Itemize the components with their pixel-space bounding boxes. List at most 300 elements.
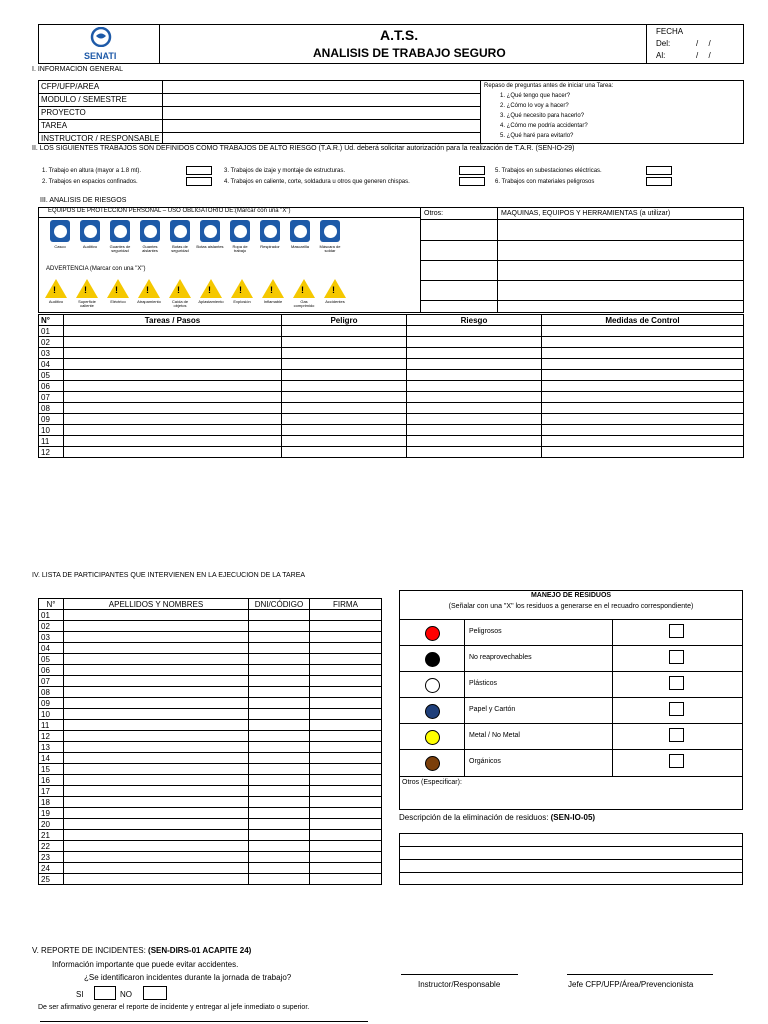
cell-firma[interactable]: [310, 841, 382, 852]
table-row: [39, 874, 382, 885]
row-number: 01: [39, 610, 64, 621]
row-number: 04: [39, 643, 64, 654]
cell-dni[interactable]: [249, 841, 310, 852]
cell-peligro[interactable]: [282, 392, 407, 403]
field-label-0: CFP/UFP/AREA: [41, 82, 100, 91]
cell-dni[interactable]: [249, 632, 310, 643]
table-row: [39, 764, 382, 775]
row-number: 23: [39, 852, 64, 863]
table-row: [39, 381, 744, 392]
table-row: [39, 731, 382, 742]
table-row: [39, 786, 382, 797]
row-number: 08: [39, 403, 64, 414]
cell-firma[interactable]: [310, 654, 382, 665]
cell-riesgo[interactable]: [407, 392, 542, 403]
cell-name[interactable]: [64, 687, 249, 698]
cell-firma[interactable]: [310, 753, 382, 764]
row-number: 08: [39, 687, 64, 698]
row-number: 19: [39, 808, 64, 819]
field-value-2[interactable]: [163, 107, 479, 118]
table-row: [39, 775, 382, 786]
cell-name[interactable]: [64, 731, 249, 742]
cell-peligro[interactable]: [282, 425, 407, 436]
cell-tarea[interactable]: [64, 425, 282, 436]
table-row: [39, 326, 744, 337]
warning-icon[interactable]: !: [259, 276, 287, 298]
cell-dni[interactable]: [249, 808, 310, 819]
cell-medidas[interactable]: [542, 392, 744, 403]
tar-check-5[interactable]: [646, 166, 672, 175]
cell-peligro[interactable]: [282, 337, 407, 348]
table-row: [39, 436, 744, 447]
cell-name[interactable]: [64, 621, 249, 632]
warning-icon[interactable]: !: [290, 276, 318, 298]
p-col-dni: DNI/CÓDIGO: [249, 599, 310, 610]
cell-name[interactable]: [64, 764, 249, 775]
row-number: 06: [39, 381, 64, 392]
cell-firma[interactable]: [310, 775, 382, 786]
cell-riesgo[interactable]: [407, 425, 542, 436]
row-number: 25: [39, 874, 64, 885]
cell-dni[interactable]: [249, 665, 310, 676]
cell-name[interactable]: [64, 852, 249, 863]
cell-dni[interactable]: [249, 676, 310, 687]
cell-medidas[interactable]: [542, 403, 744, 414]
otros-label: Otros:: [424, 210, 444, 217]
cell-name[interactable]: [64, 874, 249, 885]
cell-tarea[interactable]: [64, 447, 282, 458]
cell-firma[interactable]: [310, 720, 382, 731]
warning-icon[interactable]: !: [104, 276, 132, 298]
cell-name[interactable]: [64, 654, 249, 665]
cell-medidas[interactable]: [542, 370, 744, 381]
cell-dni[interactable]: [249, 610, 310, 621]
cell-name[interactable]: [64, 786, 249, 797]
cell-name[interactable]: [64, 632, 249, 643]
incident-line3: De ser afirmativo generar el reporte de incidente y entregar al jefe inmediato o superior.: [38, 1004, 310, 1011]
section4-title: IV. LISTA DE PARTICIPANTES QUE INTERVIENEN EN LA EJECUCION DE LA TAREA: [32, 572, 306, 579]
row-number: 04: [39, 359, 64, 370]
epp-icon[interactable]: [320, 220, 340, 242]
no-label: NO: [120, 990, 132, 999]
table-row: [39, 808, 382, 819]
cell-dni[interactable]: [249, 819, 310, 830]
cell-peligro[interactable]: [282, 447, 407, 458]
page-subtitle: ANALISIS DE TRABAJO SEGURO: [313, 46, 506, 60]
row-number: 14: [39, 753, 64, 764]
waste-color-dot: [425, 730, 440, 745]
review-question: 3. ¿Qué necesito para hacerlo?: [500, 113, 585, 119]
waste-color-dot: [425, 678, 440, 693]
field-label-4: INSTRUCTOR / RESPONSABLE: [41, 134, 160, 143]
waste-checkbox[interactable]: [669, 624, 684, 638]
warning-label: Caída de objetos: [171, 299, 189, 308]
table-row: [39, 852, 382, 863]
del-label: Del:: [656, 39, 671, 48]
tar-check-2[interactable]: [186, 177, 212, 186]
cell-dni[interactable]: [249, 753, 310, 764]
cell-riesgo[interactable]: [407, 436, 542, 447]
cell-dni[interactable]: [249, 852, 310, 863]
section5-title: V. REPORTE DE INCIDENTES: (SEN-DIRS-01 ACAPITE 24): [32, 946, 252, 955]
row-number: 02: [39, 337, 64, 348]
cell-name[interactable]: [64, 808, 249, 819]
cell-firma[interactable]: [310, 819, 382, 830]
cell-name[interactable]: [64, 709, 249, 720]
si-label: SI: [76, 990, 84, 999]
cell-dni[interactable]: [249, 742, 310, 753]
cell-dni[interactable]: [249, 830, 310, 841]
field-label-2: PROYECTO: [41, 108, 86, 117]
epp-icon[interactable]: [260, 220, 280, 242]
row-number: 01: [39, 326, 64, 337]
cell-firma[interactable]: [310, 621, 382, 632]
machines-label: MAQUINAS, EQUIPOS Y HERRAMIENTAS (a utilizar): [501, 210, 671, 217]
epp-icon[interactable]: [110, 220, 130, 242]
cell-tarea[interactable]: [64, 359, 282, 370]
cell-tarea[interactable]: [64, 326, 282, 337]
row-number: 17: [39, 786, 64, 797]
cell-dni[interactable]: [249, 786, 310, 797]
table-row: [39, 819, 382, 830]
sig-instructor: Instructor/Responsable: [418, 980, 501, 989]
cell-dni[interactable]: [249, 863, 310, 874]
al-label: Al:: [656, 51, 666, 60]
epp-title: EQUIPOS DE PROTECCION PERSONAL – USO OBLIGATORIO DE:(Marcar con una "X"): [48, 208, 291, 214]
epp-label: Ropa de trabajo: [232, 244, 248, 253]
row-number: 05: [39, 654, 64, 665]
tar-check-3[interactable]: [459, 166, 485, 175]
cell-firma[interactable]: [310, 742, 382, 753]
waste-label: Plásticos: [469, 680, 498, 687]
table-row: [39, 676, 382, 687]
cell-firma[interactable]: [310, 698, 382, 709]
cell-dni[interactable]: [249, 775, 310, 786]
warning-label: Inflamable: [263, 299, 283, 304]
no-checkbox[interactable]: [143, 986, 167, 1000]
table-row: [39, 425, 744, 436]
waste-label: Metal / No Metal: [469, 732, 520, 739]
warning-label: Gas comprimido: [293, 299, 315, 308]
epp-icon[interactable]: [80, 220, 100, 242]
field-value-4[interactable]: [163, 133, 479, 144]
cell-dni[interactable]: [249, 720, 310, 731]
cell-medidas[interactable]: [542, 359, 744, 370]
row-number: 12: [39, 731, 64, 742]
table-row: [39, 863, 382, 874]
epp-label: Respirador: [260, 244, 280, 249]
waste-checkbox[interactable]: [669, 754, 684, 768]
tar-check-1[interactable]: [186, 166, 212, 175]
waste-checkbox[interactable]: [669, 650, 684, 664]
incident-line2: ¿Se identificaron incidentes durante la jornada de trabajo?: [84, 973, 292, 982]
row-number: 11: [39, 720, 64, 731]
warning-icon[interactable]: !: [197, 276, 225, 298]
si-checkbox[interactable]: [94, 986, 116, 1000]
row-number: 10: [39, 709, 64, 720]
cell-riesgo[interactable]: [407, 348, 542, 359]
cell-medidas[interactable]: [542, 381, 744, 392]
cell-medidas[interactable]: [542, 436, 744, 447]
cell-firma[interactable]: [310, 632, 382, 643]
cell-medidas[interactable]: [542, 447, 744, 458]
waste-label: Orgánicos: [469, 758, 501, 765]
row-number: 18: [39, 797, 64, 808]
row-number: 11: [39, 436, 64, 447]
epp-label: Botas de seguridad: [171, 244, 189, 253]
epp-label: Guantes de seguridad: [109, 244, 131, 253]
p-col-names: APELLIDOS Y NOMBRES: [64, 599, 249, 610]
p-col-firma: FIRMA: [310, 599, 382, 610]
waste-label: No reaprovechables: [469, 654, 532, 661]
org-name: SENATI: [84, 51, 117, 61]
cell-tarea[interactable]: [64, 381, 282, 392]
review-question: 4. ¿Cómo me podría accidentar?: [500, 123, 588, 129]
table-row: [39, 337, 744, 348]
cell-peligro[interactable]: [282, 370, 407, 381]
cell-dni[interactable]: [249, 709, 310, 720]
cell-peligro[interactable]: [282, 381, 407, 392]
senati-logo: [90, 27, 112, 47]
waste-subtitle: (Señalar con una "X" los residuos a generarse en el recuadro correspondiente): [448, 603, 694, 610]
page-title: A.T.S.: [380, 27, 419, 43]
row-number: 16: [39, 775, 64, 786]
col-riesgo: Riesgo: [407, 315, 542, 326]
warning-icon[interactable]: !: [73, 276, 101, 298]
cell-medidas[interactable]: [542, 348, 744, 359]
cell-firma[interactable]: [310, 874, 382, 885]
epp-label: Casco: [54, 244, 66, 249]
cell-name[interactable]: [64, 665, 249, 676]
cell-tarea[interactable]: [64, 392, 282, 403]
epp-icon[interactable]: [50, 220, 70, 242]
section2-title: II. LOS SIGUIENTES TRABAJOS SON DEFINIDOS COMO TRABAJOS DE ALTO RIESGO (T.A.R.) Ud. deberá solicitar autorización para la realización de T.A.R. (SEN-IO-29): [32, 145, 575, 152]
cell-peligro[interactable]: [282, 359, 407, 370]
cell-riesgo[interactable]: [407, 326, 542, 337]
cell-peligro[interactable]: [282, 348, 407, 359]
tar-check-6[interactable]: [646, 177, 672, 186]
cell-firma[interactable]: [310, 863, 382, 874]
field-value-3[interactable]: [163, 120, 479, 131]
field-label-1: MODULO / SEMESTRE: [41, 95, 127, 104]
cell-medidas[interactable]: [542, 337, 744, 348]
cell-name[interactable]: [64, 720, 249, 731]
col-medidas: Medidas de Control: [542, 315, 744, 326]
warning-label: Aplastamiento: [198, 299, 224, 304]
cell-firma[interactable]: [310, 665, 382, 676]
cell-firma[interactable]: [310, 797, 382, 808]
cell-dni[interactable]: [249, 687, 310, 698]
tar-item-6: 6. Trabajos con materiales peligrosos: [495, 179, 595, 185]
tar-item-4: 4. Trabajos en caliente, corte, soldadura u otros que generen chispas.: [224, 179, 410, 185]
table-row: [39, 753, 382, 764]
warning-label: Accidentes: [325, 299, 345, 304]
table-row: [39, 709, 382, 720]
cell-firma[interactable]: [310, 830, 382, 841]
incident-line1: Información importante que puede evitar accidentes.: [52, 960, 239, 969]
cell-name[interactable]: [64, 643, 249, 654]
warning-icon[interactable]: !: [166, 276, 194, 298]
col-no: N°: [39, 315, 64, 326]
cell-dni[interactable]: [249, 643, 310, 654]
al-date[interactable]: / /: [696, 51, 715, 60]
warning-icon[interactable]: !: [135, 276, 163, 298]
review-question: 1. ¿Qué tengo que hacer?: [500, 93, 571, 99]
cell-name[interactable]: [64, 676, 249, 687]
cell-riesgo[interactable]: [407, 337, 542, 348]
table-row: [39, 348, 744, 359]
epp-icon[interactable]: [230, 220, 250, 242]
row-number: 20: [39, 819, 64, 830]
waste-color-dot: [425, 626, 440, 641]
cell-name[interactable]: [64, 830, 249, 841]
cell-dni[interactable]: [249, 874, 310, 885]
cell-firma[interactable]: [310, 687, 382, 698]
cell-peligro[interactable]: [282, 436, 407, 447]
cell-firma[interactable]: [310, 709, 382, 720]
tar-item-3: 3. Trabajos de izaje y montaje de estructuras.: [224, 168, 346, 174]
table-row: [39, 403, 744, 414]
cell-firma[interactable]: [310, 808, 382, 819]
waste-otros: Otros (Especificar):: [402, 779, 462, 786]
cell-dni[interactable]: [249, 621, 310, 632]
cell-tarea[interactable]: [64, 414, 282, 425]
epp-icon[interactable]: [290, 220, 310, 242]
cell-riesgo[interactable]: [407, 370, 542, 381]
cell-riesgo[interactable]: [407, 381, 542, 392]
cell-medidas[interactable]: [542, 326, 744, 337]
cell-firma[interactable]: [310, 610, 382, 621]
cell-riesgo[interactable]: [407, 447, 542, 458]
cell-dni[interactable]: [249, 764, 310, 775]
waste-color-dot: [425, 652, 440, 667]
cell-tarea[interactable]: [64, 436, 282, 447]
review-question: 5. ¿Qué haré para evitarlo?: [500, 133, 574, 139]
warning-icon[interactable]: !: [321, 276, 349, 298]
table-row: [39, 720, 382, 731]
waste-checkbox[interactable]: [669, 728, 684, 742]
table-row: [39, 797, 382, 808]
cell-name[interactable]: [64, 819, 249, 830]
field-value-1[interactable]: [163, 94, 479, 105]
section1-title: I. INFORMACION GENERAL: [32, 66, 124, 73]
cell-tarea[interactable]: [64, 403, 282, 414]
warning-icon[interactable]: !: [228, 276, 256, 298]
warning-label: Atrapamiento: [137, 299, 161, 304]
p-col-no: N°: [39, 599, 64, 610]
cell-tarea[interactable]: [64, 370, 282, 381]
row-number: 03: [39, 348, 64, 359]
row-number: 15: [39, 764, 64, 775]
table-row: [39, 830, 382, 841]
cell-name[interactable]: [64, 863, 249, 874]
cell-tarea[interactable]: [64, 348, 282, 359]
sig-jefe: Jefe CFP/UFP/Área/Prevencionista: [568, 980, 694, 989]
row-number: 09: [39, 414, 64, 425]
warning-icon[interactable]: !: [42, 276, 70, 298]
cell-medidas[interactable]: [542, 425, 744, 436]
cell-peligro[interactable]: [282, 414, 407, 425]
col-peligro: Peligro: [282, 315, 407, 326]
section3-title: III. ANALISIS DE RIESGOS: [40, 197, 127, 204]
participants-table: [38, 598, 382, 885]
epp-label: Auditivo: [82, 244, 98, 249]
row-number: 05: [39, 370, 64, 381]
tar-check-4[interactable]: [459, 177, 485, 186]
epp-icon[interactable]: [170, 220, 190, 242]
waste-desc: Descripción de la eliminación de residuos: (SEN-IO-05): [399, 813, 596, 822]
waste-box: [399, 590, 743, 810]
table-row: [39, 621, 382, 632]
waste-checkbox[interactable]: [669, 702, 684, 716]
cell-medidas[interactable]: [542, 414, 744, 425]
tar-item-1: 1. Trabajo en altura (mayor a 1.8 mt).: [42, 168, 142, 174]
row-number: 09: [39, 698, 64, 709]
cell-firma[interactable]: [310, 731, 382, 742]
cell-firma[interactable]: [310, 643, 382, 654]
cell-dni[interactable]: [249, 797, 310, 808]
cell-firma[interactable]: [310, 786, 382, 797]
table-row: [39, 414, 744, 425]
table-row: [39, 370, 744, 381]
cell-peligro[interactable]: [282, 326, 407, 337]
cell-riesgo[interactable]: [407, 403, 542, 414]
cell-name[interactable]: [64, 797, 249, 808]
cell-name[interactable]: [64, 610, 249, 621]
warn-title: ADVERTENCIA (Marcar con una "X"): [46, 266, 146, 272]
table-row: [39, 359, 744, 370]
cell-name[interactable]: [64, 841, 249, 852]
warning-label: Explosión: [233, 299, 251, 304]
cell-name[interactable]: [64, 775, 249, 786]
cell-tarea[interactable]: [64, 337, 282, 348]
epp-label: Mascarilla: [290, 244, 309, 249]
row-number: 02: [39, 621, 64, 632]
cell-name[interactable]: [64, 753, 249, 764]
cell-name[interactable]: [64, 698, 249, 709]
cell-firma[interactable]: [310, 764, 382, 775]
waste-color-dot: [425, 756, 440, 771]
row-number: 06: [39, 665, 64, 676]
table-row: [39, 447, 744, 458]
cell-peligro[interactable]: [282, 403, 407, 414]
epp-label: Botas aislantes: [196, 244, 224, 249]
cell-firma[interactable]: [310, 676, 382, 687]
epp-icon[interactable]: [140, 220, 160, 242]
cell-riesgo[interactable]: [407, 359, 542, 370]
table-row: [39, 687, 382, 698]
table-row: [39, 643, 382, 654]
waste-checkbox[interactable]: [669, 676, 684, 690]
cell-firma[interactable]: [310, 852, 382, 863]
tar-item-2: 2. Trabajos en espacios confinados.: [42, 179, 138, 185]
epp-label: Guantes aislantes: [142, 244, 158, 253]
del-date[interactable]: / /: [696, 39, 715, 48]
table-row: [39, 698, 382, 709]
cell-name[interactable]: [64, 742, 249, 753]
row-number: 12: [39, 447, 64, 458]
epp-icon[interactable]: [200, 220, 220, 242]
cell-dni[interactable]: [249, 731, 310, 742]
cell-riesgo[interactable]: [407, 414, 542, 425]
table-row: [39, 392, 744, 403]
field-value-0[interactable]: [163, 81, 479, 92]
cell-dni[interactable]: [249, 654, 310, 665]
table-row: [39, 665, 382, 676]
warning-label: Eléctrico: [110, 299, 126, 304]
row-number: 22: [39, 841, 64, 852]
cell-dni[interactable]: [249, 698, 310, 709]
